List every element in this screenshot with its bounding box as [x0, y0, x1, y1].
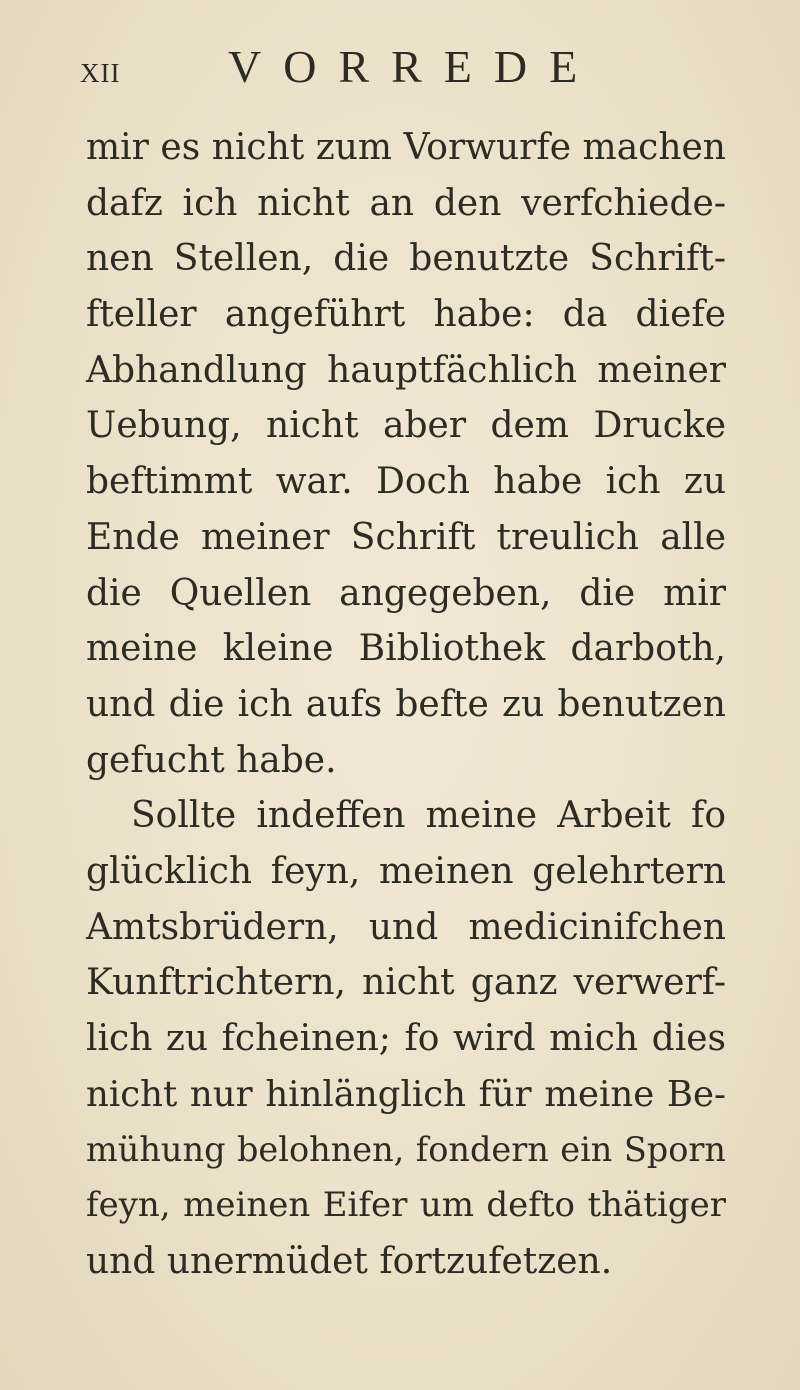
text-line: Kunftrichtern, nicht ganz verwerf- [86, 962, 726, 1004]
text-line: lich zu fcheinen; fo wird mich dies [86, 1018, 726, 1059]
page-header [80, 40, 599, 100]
text-line: glücklich feyn, meinen gelehrtern [86, 850, 726, 892]
text-line: mir es nicht zum Vorwurfe machen [86, 127, 726, 168]
running-head: VORREDE [228, 41, 600, 92]
text-line: Abhandlung hauptfächlich meiner [86, 349, 726, 391]
body-text [86, 120, 726, 1289]
text-line: die Quellen angegeben, die mir [86, 572, 726, 614]
text-line: feyn, meinen Eifer um defto thätiger [86, 1185, 726, 1226]
text-line: Ende meiner Schrift treulich alle [86, 516, 726, 558]
paragraph-start-line: Sollte indeffen meine Arbeit fo [131, 795, 726, 837]
text-line: fteller angeführt habe: da diefe [86, 294, 726, 336]
text-line: Amtsbrüdern, und medicinifchen [86, 906, 726, 948]
text-line: meine kleine Bibliothek darboth, [86, 628, 726, 670]
text-line: nicht nur hinlänglich für meine Be- [86, 1073, 726, 1115]
paragraph-end-line: und unermüdet fortzufetzen. [86, 1240, 613, 1282]
text-line: und die ich aufs befte zu benutzen [86, 683, 726, 725]
text-line: mühung belohnen, fondern ein Sporn [86, 1130, 726, 1170]
text-line: nen Stellen, die benutzte Schrift- [86, 238, 726, 280]
page-number: XII [80, 58, 121, 88]
text-line: beftimmt war. Doch habe ich zu [86, 461, 726, 503]
text-line: dafz ich nicht an den verfchiede- [86, 182, 726, 224]
text-line: Uebung, nicht aber dem Drucke [86, 405, 726, 447]
paragraph-end-line: gefucht habe. [86, 739, 337, 781]
